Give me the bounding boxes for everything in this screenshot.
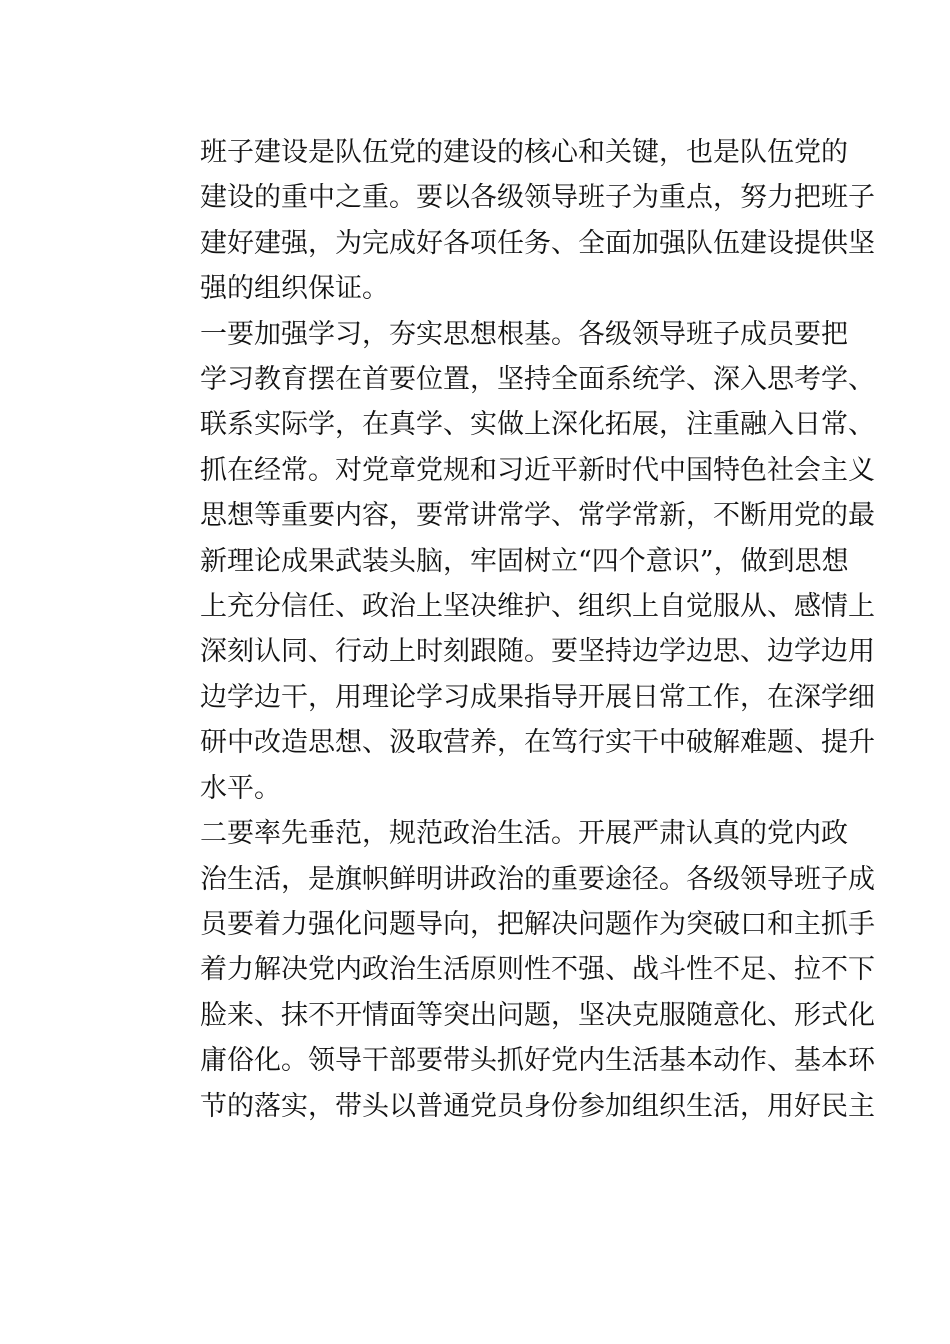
document-body xyxy=(146,130,875,1129)
text-line: 深刻认同、行动上时刻跟随。要坚持边学边思、边学边用 xyxy=(200,636,875,668)
text-line: 节的落实，带头以普通党员身份参加组织生活，用好民主 xyxy=(200,1090,875,1122)
paragraph-political-life xyxy=(146,811,875,1129)
text-line: 一要加强学习，夯实思想根基。各级领导班子成员要把 xyxy=(200,318,848,350)
text-line: 边学边干，用理论学习成果指导开展日常工作，在深学细 xyxy=(200,681,875,713)
paragraph-strengthen-study xyxy=(146,312,875,811)
text-line: 治生活，是旗帜鲜明讲政治的重要途径。各级领导班子成 xyxy=(200,863,875,895)
text-line: 班子建设是队伍党的建设的核心和关键，也是队伍党的 xyxy=(200,137,848,168)
text-line: 上充分信任、政治上坚决维护、组织上自觉服从、感情上 xyxy=(200,591,875,623)
text-line: 建设的重中之重。要以各级领导班子为重点，努力把班子 xyxy=(200,182,875,214)
text-line: 新理论成果武装头脑，牢固树立“四个意识”，做到思想 xyxy=(200,545,849,577)
text-line: 水平。 xyxy=(200,772,281,804)
text-line: 抓在经常。对党章党规和习近平新时代中国特色社会主义 xyxy=(200,454,875,486)
text-line: 学习教育摆在首要位置，坚持全面系统学、深入思考学、 xyxy=(200,364,875,396)
text-line: 二要率先垂范，规范政治生活。开展严肃认真的党内政 xyxy=(200,818,848,850)
text-line: 强的组织保证。 xyxy=(200,273,389,305)
text-line: 庸俗化。领导干部要带头抓好党内生活基本动作、基本环 xyxy=(200,1045,875,1077)
text-line: 研中改造思想、汲取营养，在笃行实干中破解难题、提升 xyxy=(200,727,875,759)
paragraph-team-building xyxy=(146,130,875,312)
text-line: 思想等重要内容，要常讲常学、常学常新，不断用党的最 xyxy=(200,500,875,532)
text-line: 联系实际学，在真学、实做上深化拓展，注重融入日常、 xyxy=(200,409,875,441)
text-line: 脸来、抹不开情面等突出问题，坚决克服随意化、形式化 xyxy=(200,999,875,1031)
text-line: 着力解决党内政治生活原则性不强、战斗性不足、拉不下 xyxy=(200,954,875,986)
text-line: 建好建强，为完成好各项任务、全面加强队伍建设提供坚 xyxy=(200,227,875,259)
text-line: 员要着力强化问题导向，把解决问题作为突破口和主抓手 xyxy=(200,908,875,940)
